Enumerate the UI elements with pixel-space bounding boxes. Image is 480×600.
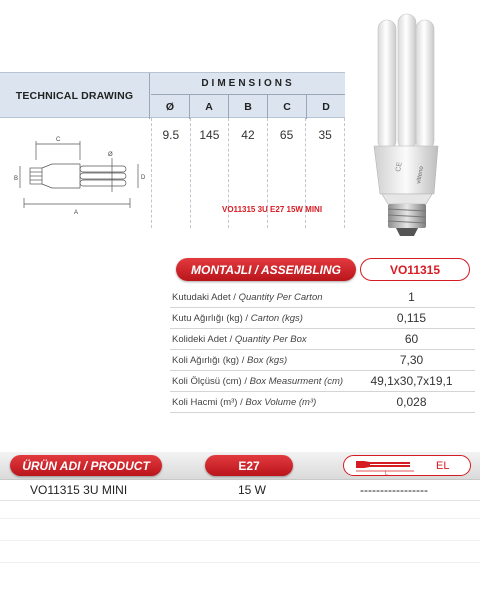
drawing-label-diameter: Ø xyxy=(108,152,113,158)
dim-value-a: 145 xyxy=(191,118,230,228)
technical-table-header xyxy=(0,72,345,118)
spec-label: Koli Hacmi (m³) / Box Volume (m³) xyxy=(172,396,317,408)
spec-value: 49,1x30,7x19,1 xyxy=(370,374,453,388)
spec-row xyxy=(170,287,475,308)
drawing-label-b: B xyxy=(14,176,19,182)
packaging-spec-table xyxy=(170,287,475,413)
spec-value: 0,115 xyxy=(396,311,427,325)
drawing-label-d: D xyxy=(141,175,146,181)
spec-value: 60 xyxy=(404,332,419,346)
spec-value: 7,30 xyxy=(399,353,424,367)
drawing-label-c: C xyxy=(56,137,61,143)
dim-header-a: A xyxy=(190,95,229,119)
product-length: ----------------- xyxy=(360,483,428,497)
faint-divider xyxy=(0,518,480,519)
technical-drawing-title: TECHNICAL DRAWING xyxy=(0,73,150,119)
dim-header-diameter: Ø xyxy=(151,95,190,119)
bulb-length-icon xyxy=(352,457,422,475)
technical-drawing xyxy=(8,130,148,220)
el-length-label xyxy=(343,455,471,476)
bulb-image xyxy=(348,6,460,238)
spec-row xyxy=(170,392,475,413)
base-type-label: E27 xyxy=(205,455,293,476)
el-marker: L xyxy=(385,470,388,475)
assembling-code: VO11315 xyxy=(360,258,470,281)
product-name: VO11315 3U MINI xyxy=(30,483,128,497)
spec-label: Koli Ağırlığı (kg) / Box (kgs) xyxy=(172,354,288,366)
spec-row xyxy=(170,329,475,350)
dimension-headers xyxy=(151,95,345,119)
dimensions-title: DIMENSIONS xyxy=(151,73,345,95)
el-text: EL xyxy=(436,459,450,472)
faint-divider xyxy=(0,540,480,541)
dim-value-b: 42 xyxy=(229,118,268,228)
product-wattage: 15 W xyxy=(238,483,267,497)
dim-value-diameter: 9.5 xyxy=(151,118,191,228)
product-divider xyxy=(0,500,480,501)
bulb-mark: CE xyxy=(395,161,404,173)
bulb-brand: vitteno xyxy=(416,165,426,185)
spec-label: Kolideki Adet / Quantity Per Box xyxy=(172,333,307,345)
faint-divider xyxy=(0,562,480,563)
dim-header-c: C xyxy=(268,95,307,119)
dim-value-c: 65 xyxy=(268,118,307,228)
spec-value: 1 xyxy=(408,290,415,304)
dim-header-d: D xyxy=(322,101,330,113)
dim-value-d: 35 xyxy=(306,118,345,228)
model-caption: VO11315 3U E27 15W MINI xyxy=(222,205,323,214)
dim-header-b: B xyxy=(229,95,268,119)
assembling-label: MONTAJLI / ASSEMBLING xyxy=(176,258,356,281)
spec-value: 0,028 xyxy=(396,395,427,409)
spec-row xyxy=(170,308,475,329)
drawing-label-a: A xyxy=(74,210,79,216)
spec-row xyxy=(170,371,475,392)
spec-row xyxy=(170,350,475,371)
spec-label: Kutu Ağırlığı (kg) / Carton (kgs) xyxy=(172,312,303,324)
spec-label: Koli Ölçüsü (cm) / Box Measurment (cm) xyxy=(172,375,344,387)
spec-label: Kutudaki Adet / Quantity Per Carton xyxy=(172,291,323,303)
product-label: ÜRÜN ADI / PRODUCT xyxy=(10,455,162,476)
